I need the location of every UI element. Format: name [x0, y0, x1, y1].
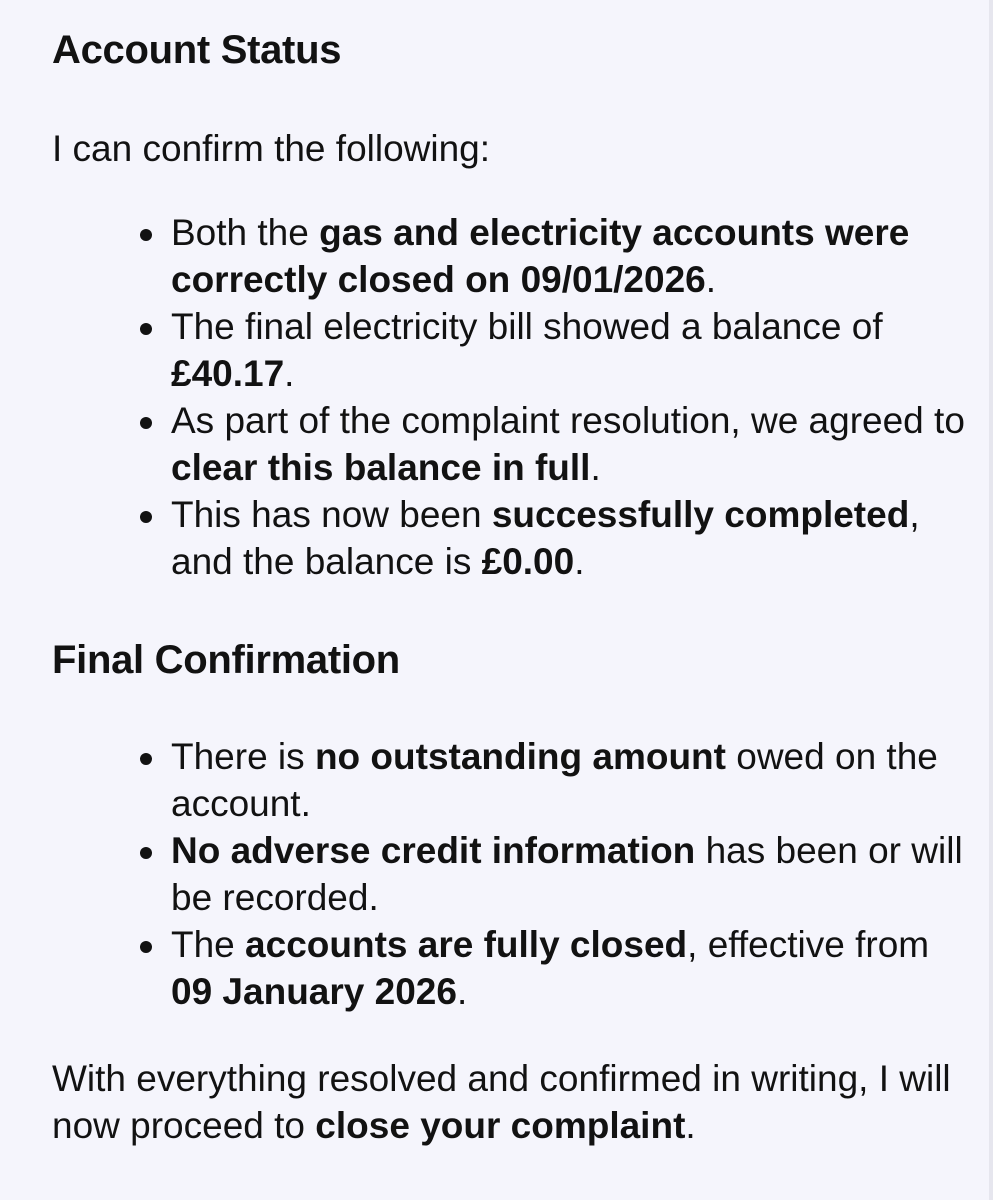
final-confirmation-heading: Final Confirmation: [52, 638, 400, 682]
list-item: There is no outstanding amount owed on the account.: [140, 733, 980, 827]
account-status-intro: I can confirm the following:: [52, 128, 491, 169]
account-status-heading: Account Status: [52, 28, 342, 72]
list-item: This has now been successfully completed, and the balance is £0.00.: [140, 491, 980, 585]
list-item: No adverse credit information has been or will be recorded.: [140, 827, 980, 921]
account-status-list: [140, 209, 980, 585]
list-item: As part of the complaint resolution, we agreed to clear this balance in full.: [140, 397, 980, 491]
list-item: The accounts are fully closed, effective from 09 January 2026.: [140, 921, 980, 1015]
closing-paragraph: With everything resolved and confirmed in writing, I will now proceed to close your complaint.: [52, 1058, 951, 1146]
final-confirmation-list: [140, 733, 980, 1015]
list-item: Both the gas and electricity accounts were correctly closed on 09/01/2026.: [140, 209, 980, 303]
right-edge-divider: [989, 0, 993, 1200]
list-item: The final electricity bill showed a balance of £40.17.: [140, 303, 980, 397]
